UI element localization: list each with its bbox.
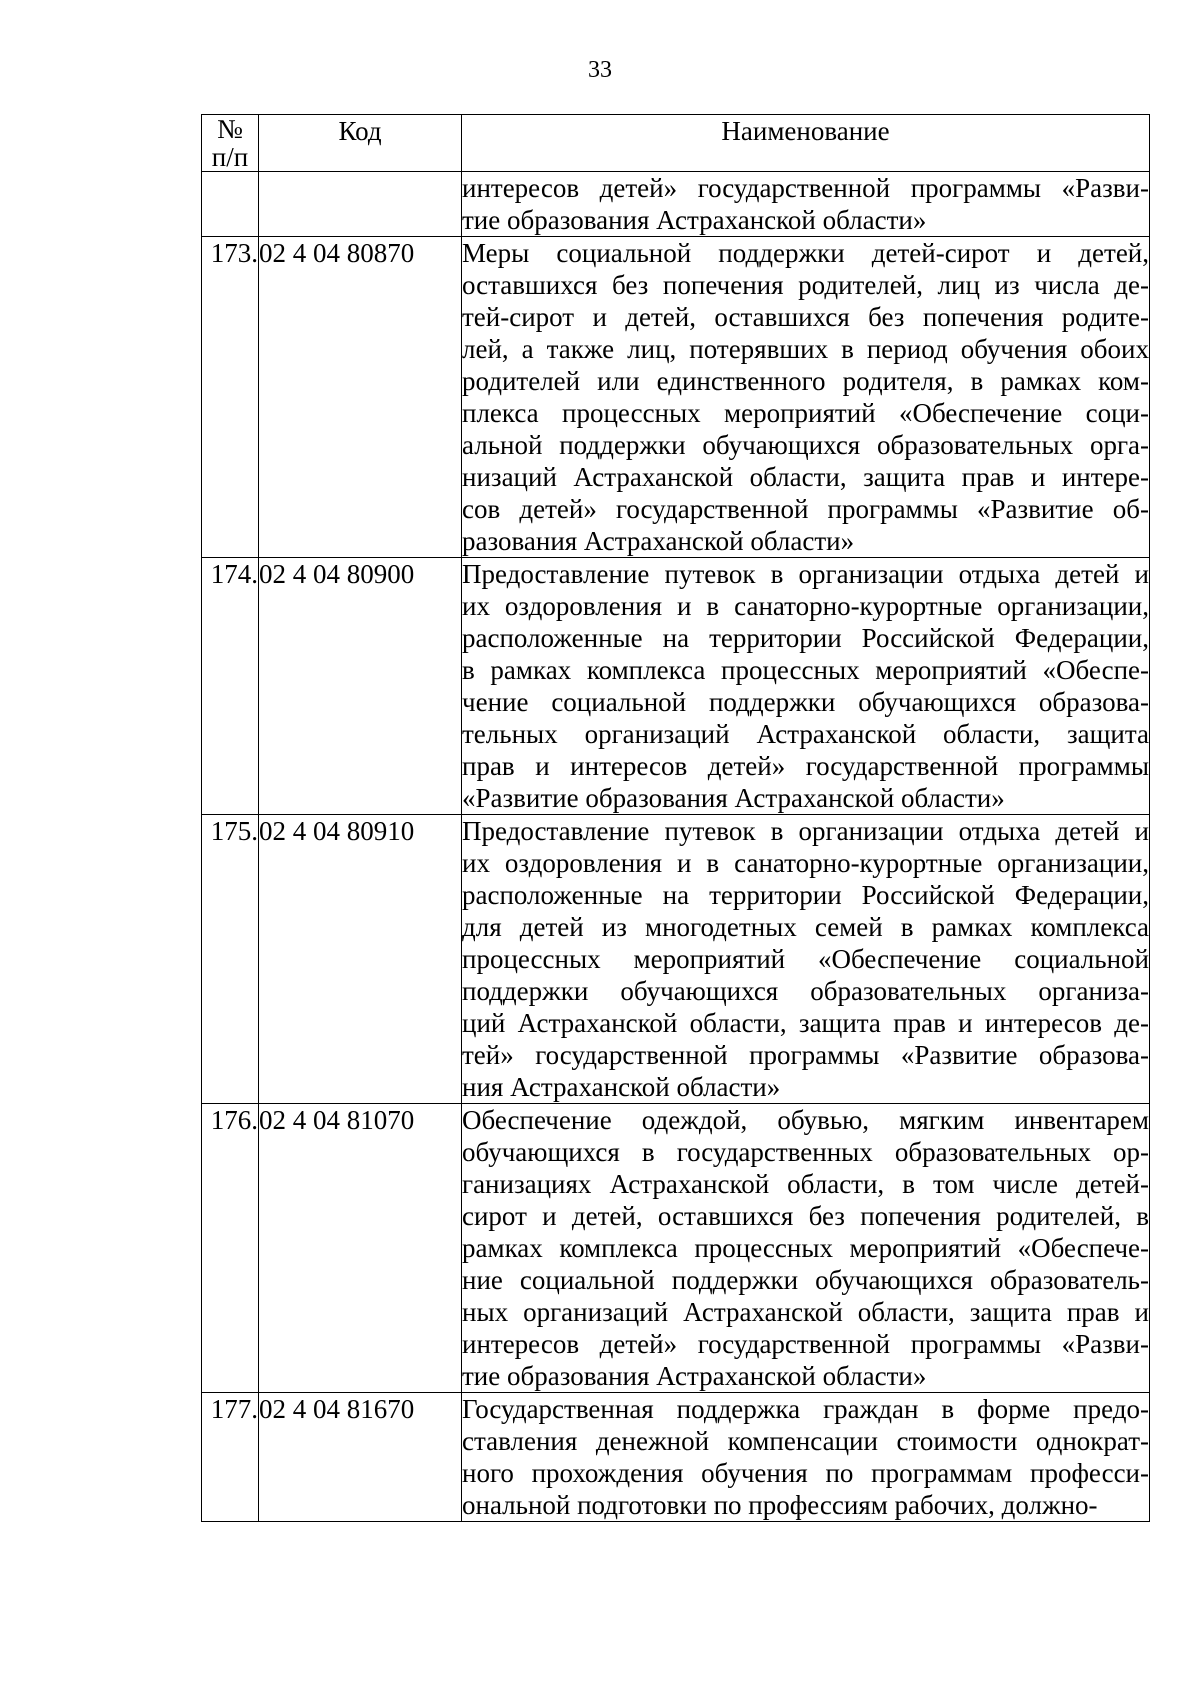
row-name-line: плекса процессных мероприятий «Обеспечение соци- <box>462 398 1149 428</box>
row-name-line: ных организаций Астраханской области, защита прав и <box>462 1297 1149 1327</box>
row-name-line: сирот и детей, оставшихся без попечения родителей, в <box>462 1201 1149 1231</box>
row-name-line: Предоставление путевок в организации отдыха детей и <box>462 559 1149 589</box>
row-name-line: Государственная поддержка граждан в форме предо- <box>462 1394 1149 1424</box>
header-num-line: п/п <box>211 142 249 172</box>
row-name-line: альной поддержки обучающихся образовательных орга- <box>462 430 1149 460</box>
table-body <box>202 172 1150 1522</box>
row-name-line: расположенные на территории Российской Федерации, <box>462 880 1149 910</box>
page-number: 33 <box>588 57 612 83</box>
row-name <box>462 558 1150 815</box>
table-row <box>202 1104 1150 1393</box>
row-name-line: ния Астраханской области» <box>462 1072 781 1102</box>
row-number: 174. <box>202 558 259 815</box>
row-code: 02 4 04 80900 <box>259 558 462 815</box>
row-name-line: тей-сирот и детей, оставшихся без попечения родите- <box>462 302 1149 332</box>
row-name-line: сов детей» государственной программы «Развитие об- <box>462 494 1149 524</box>
row-name-line: Меры социальной поддержки детей-сирот и детей, <box>462 238 1149 268</box>
row-name <box>462 172 1150 237</box>
row-name-line: рамках комплекса процессных мероприятий «Обеспече- <box>462 1233 1149 1263</box>
row-name-line: тие образования Астраханской области» <box>462 205 927 235</box>
row-name <box>462 815 1150 1104</box>
table-row <box>202 815 1150 1104</box>
row-name <box>462 1393 1150 1522</box>
row-name-line: оставшихся без попечения родителей, лиц из числа де- <box>462 270 1149 300</box>
row-name-line: тие образования Астраханской области» <box>462 1361 927 1391</box>
row-name-line: их оздоровления и в санаторно-курортные организации, <box>462 591 1149 621</box>
table-row <box>202 237 1150 558</box>
row-number: 176. <box>202 1104 259 1393</box>
budget-classification-table <box>201 114 1150 1522</box>
row-name-line: низаций Астраханской области, защита прав и интере- <box>462 462 1149 492</box>
row-name-line: обучающихся в государственных образовательных ор- <box>462 1137 1149 1167</box>
row-code: 02 4 04 81070 <box>259 1104 462 1393</box>
row-number: 173. <box>202 237 259 558</box>
row-name-line: расположенные на территории Российской Федерации, <box>462 623 1149 653</box>
row-name-line: ций Астраханской области, защита прав и интересов де- <box>462 1008 1149 1038</box>
row-code: 02 4 04 80910 <box>259 815 462 1104</box>
row-name-line: разования Астраханской области» <box>462 526 855 556</box>
row-name-line: тельных организаций Астраханской области, защита <box>462 719 1149 749</box>
row-code: 02 4 04 80870 <box>259 237 462 558</box>
row-name-line: для детей из многодетных семей в рамках комплекса <box>462 912 1149 942</box>
row-name-line: ного прохождения обучения по программам професси- <box>462 1458 1149 1488</box>
row-name-line: интересов детей» государственной программы «Разви- <box>462 1329 1149 1359</box>
row-name <box>462 237 1150 558</box>
row-name-line: поддержки обучающихся образовательных организа- <box>462 976 1149 1006</box>
row-name-line: чение социальной поддержки обучающихся образова- <box>462 687 1149 717</box>
row-name-line: их оздоровления и в санаторно-курортные организации, <box>462 848 1149 878</box>
row-name <box>462 1104 1150 1393</box>
row-name-line: ставления денежной компенсации стоимости однократ- <box>462 1426 1149 1456</box>
row-name-line: родителей или единственного родителя, в рамках ком- <box>462 366 1149 396</box>
row-name-line: лей, а также лиц, потерявших в период обучения обоих <box>462 334 1149 364</box>
table-row <box>202 172 1150 237</box>
row-name-line: «Развитие образования Астраханской области» <box>462 783 1005 813</box>
row-name-line: ональной подготовки по профессиям рабочих, должно- <box>462 1490 1098 1520</box>
header-num-line: № <box>217 114 243 144</box>
header-name: Наименование <box>462 115 1150 172</box>
row-name-line: Обеспечение одеждой, обувью, мягким инвентарем <box>462 1105 1149 1135</box>
row-name-line: процессных мероприятий «Обеспечение социальной <box>462 944 1149 974</box>
table-row <box>202 558 1150 815</box>
header-num <box>202 115 259 172</box>
header-code: Код <box>259 115 462 172</box>
row-number: 177. <box>202 1393 259 1522</box>
row-name-line: ние социальной поддержки обучающихся образователь- <box>462 1265 1149 1295</box>
table-header-row <box>202 115 1150 172</box>
row-name-line: прав и интересов детей» государственной программы <box>462 751 1149 781</box>
row-name-line: ганизациях Астраханской области, в том числе детей- <box>462 1169 1149 1199</box>
row-name-line: тей» государственной программы «Развитие образова- <box>462 1040 1149 1070</box>
row-number <box>202 172 259 237</box>
row-name-line: интересов детей» государственной программы «Разви- <box>462 173 1149 203</box>
row-code <box>259 172 462 237</box>
row-name-line: Предоставление путевок в организации отдыха детей и <box>462 816 1149 846</box>
row-name-line: в рамках комплекса процессных мероприятий «Обеспе- <box>462 655 1149 685</box>
row-number: 175. <box>202 815 259 1104</box>
row-code: 02 4 04 81670 <box>259 1393 462 1522</box>
table-row <box>202 1393 1150 1522</box>
